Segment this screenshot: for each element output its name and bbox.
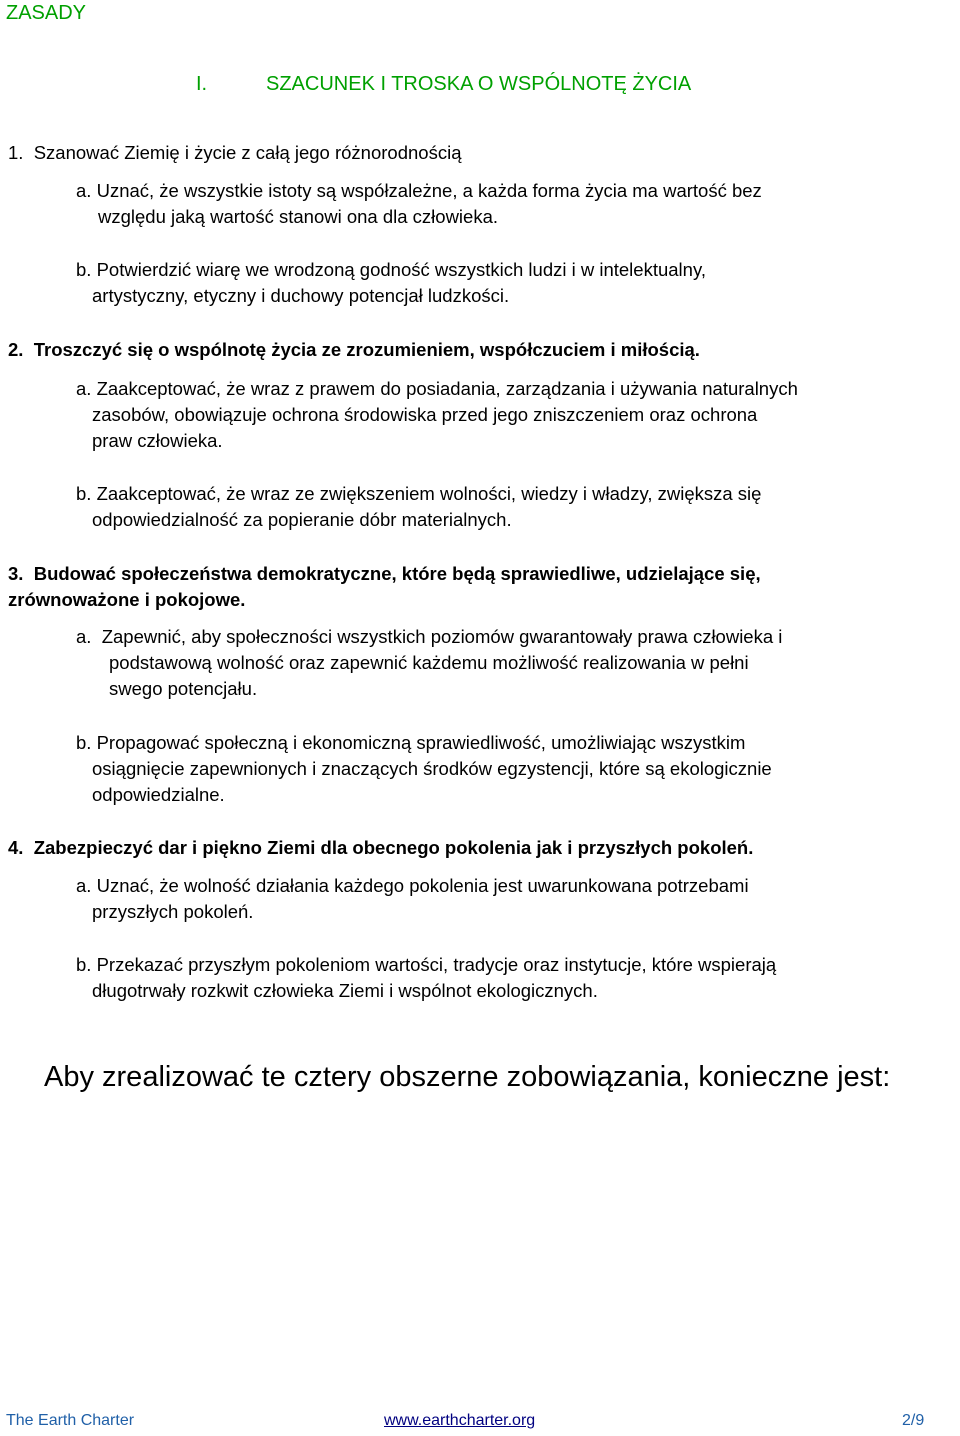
item-line: praw człowieka.: [92, 430, 223, 451]
principle-2-item-b: [76, 481, 761, 533]
principle-title: zrównoważone i pokojowe.: [8, 589, 246, 610]
footer-title: The Earth Charter: [6, 1412, 135, 1429]
principle-1-heading: [8, 140, 461, 166]
principle-3-item-b: [76, 730, 772, 808]
item-line: Przekazać przyszłym pokoleniom wartości, tradycje oraz instytucje, które wspierają: [96, 954, 777, 975]
principle-number: 1.: [8, 142, 24, 163]
closing-statement: Aby zrealizować te cztery obszerne zobowiązania, konieczne jest:: [44, 1061, 891, 1093]
item-line: długotrwały rozkwit człowieka Ziemi i wspólnot ekologicznych.: [92, 980, 598, 1001]
principle-3-heading: [8, 561, 761, 613]
item-letter: a.: [76, 626, 92, 647]
item-letter: a.: [76, 875, 92, 896]
item-letter: b.: [76, 483, 92, 504]
item-line: Propagować społeczną i ekonomiczną sprawiedliwość, umożliwiając wszystkim: [96, 732, 746, 753]
principle-1-item-b: [76, 257, 706, 309]
item-line: artystyczny, etyczny i duchowy potencjał ludzkości.: [92, 285, 510, 306]
footer-website-link[interactable]: www.earthcharter.org: [384, 1412, 536, 1429]
item-line: przyszłych pokoleń.: [92, 901, 254, 922]
item-line: odpowiedzialność za popieranie dóbr materialnych.: [92, 509, 512, 530]
principle-number: 3.: [8, 563, 24, 584]
item-line: swego potencjału.: [109, 678, 258, 699]
principle-2-heading: [8, 337, 700, 363]
principle-2-item-a: [76, 376, 798, 454]
principle-4-item-b: [76, 952, 776, 1004]
item-letter: b.: [76, 732, 92, 753]
item-line: Uznać, że wszystkie istoty są współzależne, a każda forma życia ma wartość bez: [96, 180, 762, 201]
page-header-title: ZASADY: [6, 2, 87, 24]
item-line: Zaakceptować, że wraz ze zwiększeniem wolności, wiedzy i władzy, zwiększa się: [96, 483, 762, 504]
item-line: zasobów, obowiązuje ochrona środowiska przed jego zniszczeniem oraz ochrona: [92, 404, 758, 425]
item-line: Potwierdzić wiarę we wrodzoną godność wszystkich ludzi i w intelektualny,: [96, 259, 706, 280]
principle-title: Zabezpieczyć dar i piękno Ziemi dla obecnego pokolenia jak i przyszłych pokoleń.: [33, 837, 754, 858]
principle-number: 2.: [8, 339, 24, 360]
footer-page-number: 2/9: [902, 1412, 925, 1429]
principle-3-item-a: [76, 624, 782, 702]
item-line: odpowiedzialne.: [92, 784, 225, 805]
item-letter: a.: [76, 180, 92, 201]
principle-number: 4.: [8, 837, 24, 858]
principle-title: Budować społeczeństwa demokratyczne, które będą sprawiedliwe, udzielające się,: [33, 563, 761, 584]
principle-title: Troszczyć się o wspólnotę życia ze zrozumieniem, współczuciem i miłością.: [33, 339, 700, 360]
principle-1-item-a: [76, 178, 762, 230]
item-line: względu jaką wartość stanowi ona dla człowieka.: [98, 206, 499, 227]
item-line: podstawową wolność oraz zapewnić każdemu możliwość realizowania w pełni: [109, 652, 749, 673]
item-letter: b.: [76, 259, 92, 280]
item-line: osiągnięcie zapewnionych i znaczących środków egzystencji, które są ekologicznie: [92, 758, 772, 779]
item-line: Zaakceptować, że wraz z prawem do posiadania, zarządzania i używania naturalnych: [96, 378, 798, 399]
item-line: Zapewnić, aby społeczności wszystkich poziomów gwarantowały prawa człowieka i: [101, 626, 783, 647]
principle-title: Szanować Ziemię i życie z całą jego różnorodnością: [33, 142, 462, 163]
principle-4-heading: [8, 835, 753, 861]
item-letter: a.: [76, 378, 92, 399]
principle-4-item-a: [76, 873, 749, 925]
item-letter: b.: [76, 954, 92, 975]
section-number: I.: [196, 73, 208, 95]
item-line: Uznać, że wolność działania każdego pokolenia jest uwarunkowana potrzebami: [96, 875, 749, 896]
section-title: SZACUNEK I TROSKA O WSPÓLNOTĘ ŻYCIA: [266, 73, 692, 95]
